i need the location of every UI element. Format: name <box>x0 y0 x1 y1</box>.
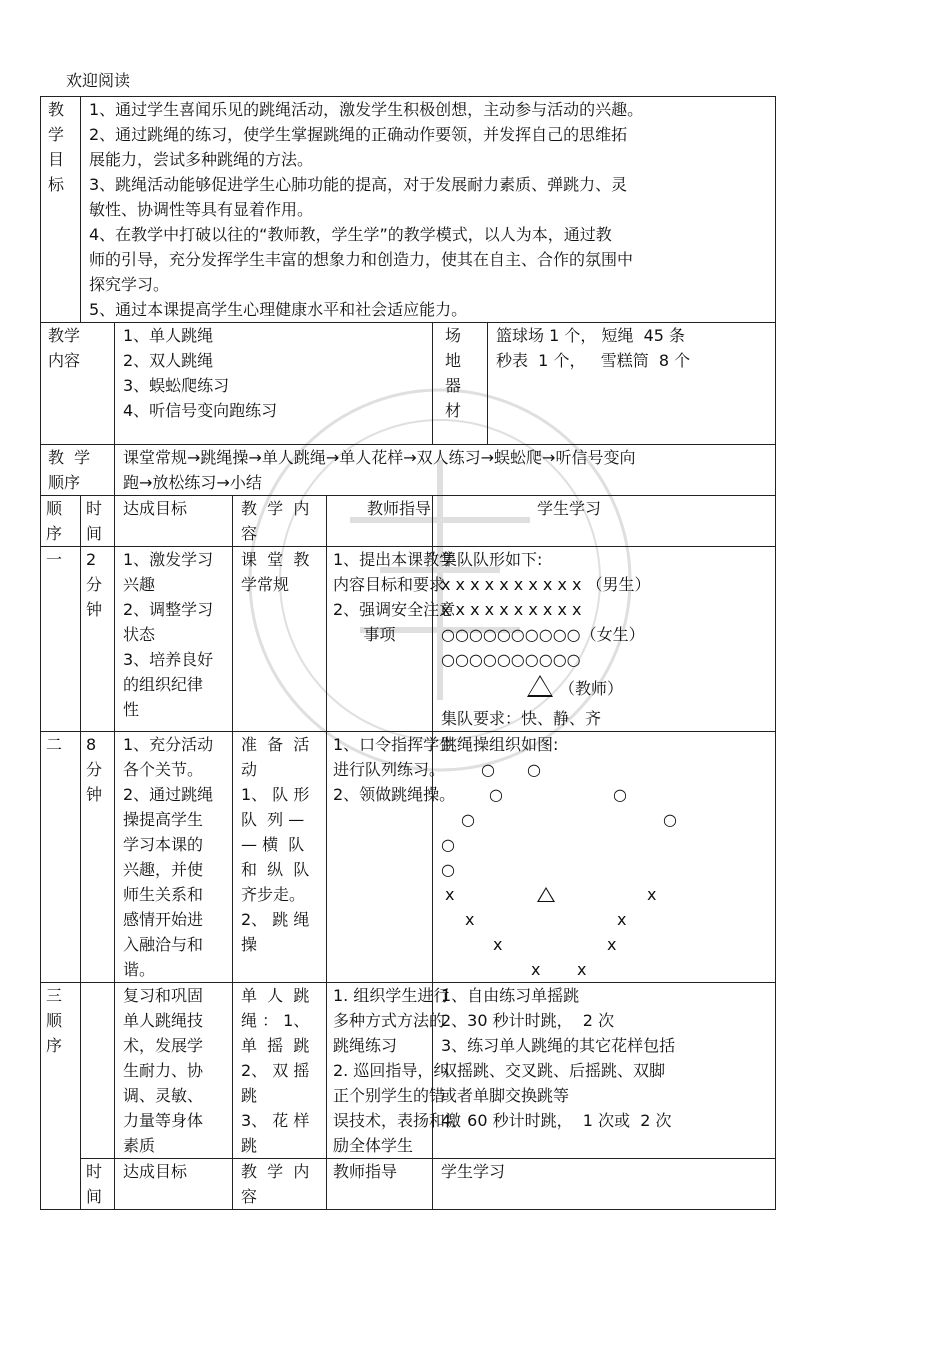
col-time-line: 间 <box>86 524 103 543</box>
row3-goal-line: 生耐力、协 <box>123 1061 204 1080</box>
row3-content-line: 单 摇 跳 <box>241 1036 310 1055</box>
row3-teacher-line: 励全体学生 <box>333 1136 414 1155</box>
sequence-label-line: 顺序 <box>48 473 81 492</box>
lesson-row-3 <box>41 983 776 1159</box>
col-time <box>81 496 115 547</box>
col-order-line: 顺 <box>46 499 63 518</box>
row3-goal-line: 术，发展学 <box>123 1036 204 1055</box>
student-circle-mark: ○ <box>489 785 503 804</box>
row2-teacher <box>327 732 456 983</box>
student-cross-mark: x <box>577 960 587 979</box>
row2-goal-line: 操提高学生 <box>123 810 204 829</box>
row2-goal-line: 谐。 <box>123 960 156 979</box>
goals-line: 1、通过学生喜闻乐见的跳绳活动，激发学生积极创想，主动参与活动的兴趣。 <box>89 100 644 119</box>
goals-row <box>41 97 776 323</box>
row2-goal-line: 入融洽与和 <box>123 935 204 954</box>
content-label <box>41 323 115 445</box>
row2-content <box>233 732 327 983</box>
venue-label-char: 场 <box>445 326 462 345</box>
row1-teacher-line: 事项 <box>333 625 396 644</box>
formation-teacher <box>441 672 770 706</box>
row3-student-line: 2、30 秒计时跳， 2 次 <box>441 1011 615 1030</box>
col-content-line: 教 学 内 <box>241 499 310 518</box>
content-label-line: 教学 <box>48 326 81 345</box>
row2-content-line: 动 <box>241 760 258 779</box>
row3-order-line: 三 <box>46 986 63 1005</box>
col-goal: 达成目标 <box>115 496 233 547</box>
venue-label-char: 器 <box>445 376 462 395</box>
row1-teacher-line: 内容目标和要求 <box>333 575 446 594</box>
row3-goal <box>115 983 233 1159</box>
student-circle-mark: ○ <box>481 760 495 779</box>
sequence-row <box>41 445 776 496</box>
student-circle-mark: ○ <box>613 785 627 804</box>
row3-order-line: 顺 <box>46 1011 63 1030</box>
teacher-triangle-icon <box>537 887 555 902</box>
row2-goal-line: 2、通过跳绳 <box>123 785 214 804</box>
col-content <box>233 496 327 547</box>
content-item: 4、听信号变向跑练习 <box>123 401 278 420</box>
content-row <box>41 323 776 445</box>
formation-boys-row: x x x x x x x x x x <box>441 600 582 619</box>
row3-order-line: 序 <box>46 1036 63 1055</box>
sequence-label <box>41 445 115 496</box>
row1-goal-line: 兴趣 <box>123 575 156 594</box>
teacher-mark-label: （教师） <box>559 679 624 698</box>
sequence-line: 课堂常规→跳绳操→单人跳绳→单人花样→双人练习→蜈蚣爬→听信号变向 <box>123 448 636 467</box>
row3-student <box>433 983 776 1159</box>
row1-goal-line: 性 <box>123 700 140 719</box>
formation-boys-row: x x x x x x x x x x （男生） <box>441 575 651 594</box>
sequence-text <box>115 445 776 496</box>
row3-teacher-line: 误技术，表扬和激 <box>333 1111 462 1130</box>
row3-content-line: 跳 <box>241 1136 258 1155</box>
col-order <box>41 496 81 547</box>
row1-goal-line: 1、激发学习 <box>123 550 214 569</box>
row3-content-line: 2、 双 摇 <box>241 1061 310 1080</box>
row3-content-line: 单 人 跳 <box>241 986 310 1005</box>
row3-goal-line: 单人跳绳技 <box>123 1011 204 1030</box>
footer-col-content-line: 教 学 内 <box>241 1162 310 1181</box>
goals-line: 4、在教学中打破以往的“教师教，学生学”的教学模式，以人为本，通过教 <box>89 225 612 244</box>
row1-content-line: 课 堂 教 <box>241 550 310 569</box>
row3-teacher-line: 1. 组织学生进行 <box>333 986 450 1005</box>
row1-goal-line: 状态 <box>123 625 156 644</box>
row1-student <box>433 547 776 732</box>
row2-goal-line: 感情开始进 <box>123 910 204 929</box>
row2-goal-line: 兴趣，并使 <box>123 860 204 879</box>
row3-goal-line: 素质 <box>123 1136 156 1155</box>
student-cross-mark: x <box>647 885 657 904</box>
student-cross-mark: x <box>493 935 503 954</box>
row2-goal-line: 各个关节。 <box>123 760 204 779</box>
column-header-row <box>41 496 776 547</box>
row2-content-line: 队 列 — <box>241 810 305 829</box>
row2-content-line: 齐步走。 <box>241 885 306 904</box>
row3-goal-line: 力量等身体 <box>123 1111 204 1130</box>
footer-col-time-line: 间 <box>86 1187 103 1206</box>
row2-teacher-line: 进行队列练习。 <box>333 760 446 779</box>
row3-student-line: 3、练习单人跳绳的其它花样包括 <box>441 1036 676 1055</box>
goals-label-char: 标 <box>48 175 65 194</box>
row3-goal-line: 调、灵敏、 <box>123 1086 204 1105</box>
row2-goal-line: 1、充分活动 <box>123 735 214 754</box>
row3-teacher-line: 2. 巡回指导，纠 <box>333 1061 450 1080</box>
row2-time-line: 钟 <box>86 785 103 804</box>
student-cross-mark: x <box>445 885 455 904</box>
student-circle-mark: ○ <box>441 835 455 854</box>
student-cross-mark: x <box>607 935 617 954</box>
row1-teacher <box>327 547 456 732</box>
lesson-row-1 <box>41 547 776 732</box>
row3-teacher-line: 正个别学生的错 <box>333 1086 446 1105</box>
formation-requirement: 集队要求：快、静、齐 <box>441 709 602 728</box>
row2-goal-line: 学习本课的 <box>123 835 204 854</box>
content-item: 2、双人跳绳 <box>123 351 214 370</box>
row1-time <box>81 547 115 732</box>
col-student: 学生学习 <box>433 496 776 547</box>
equipment-line: 秒表 1 个， 雪糕筒 8 个 <box>496 351 691 370</box>
row2-content-line: — 横 队 <box>241 835 305 854</box>
row2-content-line: 2、 跳 绳 <box>241 910 310 929</box>
goals-label-char: 目 <box>48 150 65 169</box>
content-item: 3、蜈蚣爬练习 <box>123 376 230 395</box>
goals-line: 3、跳绳活动能够促进学生心肺功能的提高，对于发展耐力素质、弹跳力、灵 <box>89 175 628 194</box>
goals-text <box>81 97 776 323</box>
row1-teacher-line: 1、提出本课教学 <box>333 550 456 569</box>
row1-teacher-line: 2、强调安全注意 <box>333 600 456 619</box>
lesson-plan-table <box>40 96 776 1210</box>
sequence-line: 跑→放松练习→小结 <box>123 473 262 492</box>
row1-order: 一 <box>41 547 81 732</box>
footer-col-teacher: 教师指导 <box>327 1159 433 1210</box>
footer-col-content <box>233 1159 327 1210</box>
student-circle-mark: ○ <box>461 810 475 829</box>
row2-teacher-line: 2、领做跳绳操。 <box>333 785 456 804</box>
goals-line: 2、通过跳绳的练习，使学生掌握跳绳的正确动作要领，并发挥自己的思维拓 <box>89 125 628 144</box>
equipment-list <box>488 323 776 445</box>
row1-content <box>233 547 327 732</box>
row1-time-line: 2 <box>86 550 97 569</box>
goals-line: 探究学习。 <box>89 275 170 294</box>
row2-time-line: 8 <box>86 735 97 754</box>
student-cross-mark: x <box>531 960 541 979</box>
goals-line: 展能力，尝试多种跳绳的方法。 <box>89 150 314 169</box>
footer-col-time-line: 时 <box>86 1162 103 1181</box>
student-circle-mark: ○ <box>527 760 541 779</box>
goals-label-char: 学 <box>48 125 65 144</box>
student-cross-mark: x <box>465 910 475 929</box>
content-item: 1、单人跳绳 <box>123 326 214 345</box>
row2-content-line: 操 <box>241 935 258 954</box>
student-circle-mark: ○ <box>663 810 677 829</box>
row2-content-line: 1、 队 形 <box>241 785 310 804</box>
row3-time <box>81 983 115 1159</box>
goals-line: 5、通过本课提高学生心理健康水平和社会适应能力。 <box>89 300 468 319</box>
row3-teacher-line: 跳绳练习 <box>333 1036 398 1055</box>
row3-content-line: 绳 ： 1、 <box>241 1011 310 1030</box>
content-items <box>115 323 433 445</box>
row3-content-line: 3、 花 样 <box>241 1111 310 1130</box>
row2-goal <box>115 732 233 983</box>
row1-time-line: 钟 <box>86 600 103 619</box>
col-order-line: 序 <box>46 524 63 543</box>
row2-time-line: 分 <box>86 760 103 779</box>
row3-student-line: 双摇跳、交叉跳、后摇跳、双脚 <box>441 1061 666 1080</box>
exercise-diagram-title: 跳绳操组织如图: <box>441 735 559 754</box>
row1-goal-line: 的组织纪律 <box>123 675 204 694</box>
row2-teacher-line: 1、口令指挥学生 <box>333 735 456 754</box>
row1-goal-line: 3、培养良好 <box>123 650 214 669</box>
formation-girls-row: ○○○○○○○○○○（女生） <box>441 625 645 644</box>
row1-goal <box>115 547 233 732</box>
footer-col-time <box>81 1159 115 1210</box>
row2-content-line: 准 备 活 <box>241 735 310 754</box>
formation-title: 集队队形如下: <box>441 550 543 569</box>
row3-teacher <box>327 983 462 1159</box>
footer-col-student: 学生学习 <box>433 1159 776 1210</box>
row3-student-line: 4、60 秒计时跳， 1 次或 2 次 <box>441 1111 672 1130</box>
goals-line: 敏性、协调性等具有显着作用。 <box>89 200 314 219</box>
row3-student-line: 或者单脚交换跳等 <box>441 1086 570 1105</box>
student-circle-mark: ○ <box>441 860 455 879</box>
page-header: 欢迎阅读 <box>66 71 131 90</box>
row2-student <box>433 732 776 983</box>
row3-teacher-line: 多种方式方法的 <box>333 1011 446 1030</box>
goals-line: 师的引导，充分发挥学生丰富的想象力和创造力，使其在自主、合作的氛围中 <box>89 250 634 269</box>
venue-label-char: 地 <box>445 351 462 370</box>
row1-time-line: 分 <box>86 575 103 594</box>
row2-order: 二 <box>41 732 81 983</box>
lesson-row-2 <box>41 732 776 983</box>
exercise-diagram <box>441 757 770 979</box>
footer-col-content-line: 容 <box>241 1187 258 1206</box>
footer-header-row <box>41 1159 776 1210</box>
row3-content <box>233 983 327 1159</box>
sequence-label-line: 教 学 <box>48 448 91 467</box>
row1-goal-line: 2、调整学习 <box>123 600 214 619</box>
col-time-line: 时 <box>86 499 103 518</box>
row3-goal-line: 复习和巩固 <box>123 986 204 1005</box>
row2-goal-line: 师生关系和 <box>123 885 204 904</box>
formation-girls-row: ○○○○○○○○○○ <box>441 650 581 669</box>
row1-content-line: 学常规 <box>241 575 290 594</box>
goals-label <box>41 97 81 323</box>
student-cross-mark: x <box>617 910 627 929</box>
col-teacher: 教师指导 <box>327 496 433 547</box>
footer-col-goal: 达成目标 <box>115 1159 233 1210</box>
venue-label <box>433 323 488 445</box>
triangle-icon <box>527 675 553 697</box>
row2-content-line: 和 纵 队 <box>241 860 310 879</box>
col-content-line: 容 <box>241 524 258 543</box>
row2-time <box>81 732 115 983</box>
row3-order <box>41 983 81 1210</box>
equipment-line: 篮球场 1 个， 短绳 45 条 <box>496 326 686 345</box>
goals-label-char: 教 <box>48 100 65 119</box>
venue-label-char: 材 <box>445 401 462 420</box>
row3-content-line: 跳 <box>241 1086 258 1105</box>
row3-student-line: 1、自由练习单摇跳 <box>441 986 580 1005</box>
content-label-line: 内容 <box>48 351 81 370</box>
